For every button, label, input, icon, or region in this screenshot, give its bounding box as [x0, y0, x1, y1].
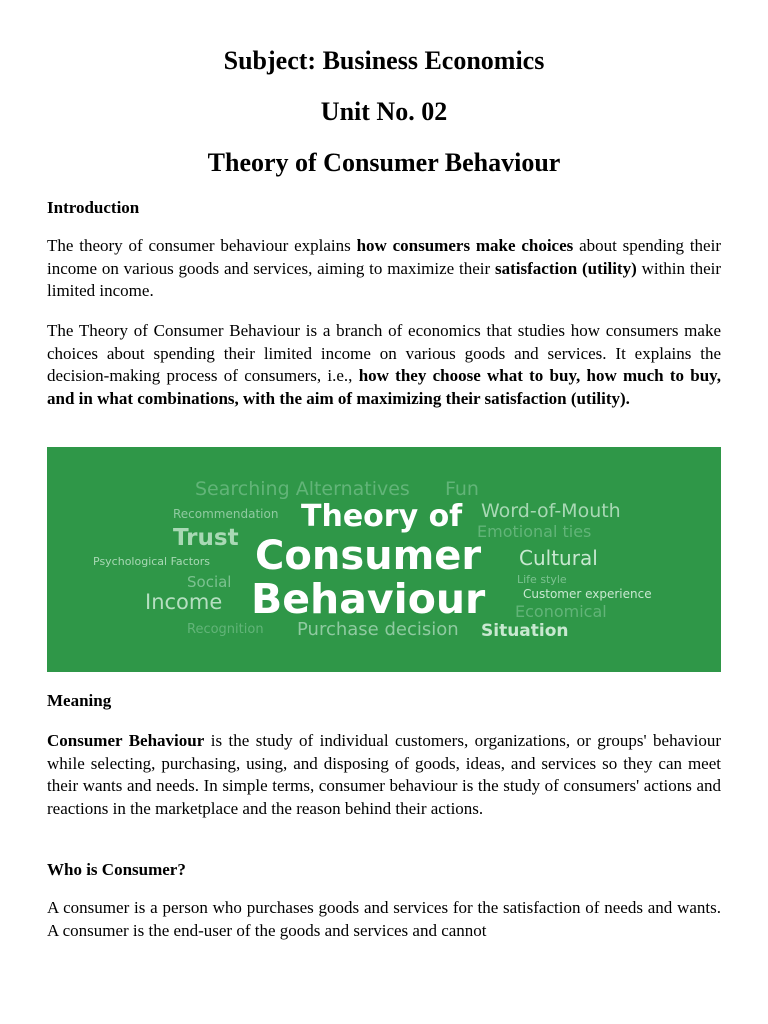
- bold-run: satisfaction (utility): [495, 258, 637, 278]
- introduction-paragraph-1: [47, 235, 721, 303]
- word-recommendation: Recommendation: [173, 507, 279, 521]
- word-situation: Situation: [481, 621, 569, 641]
- word-emotional-ties: Emotional ties: [477, 522, 592, 541]
- text-run: The Theory of Consumer Behaviour is a branch of economics that studies how consumers make choices about spending their limited income on various goods and services. It explains the decision-making process of consumers, i.e.,: [47, 321, 721, 385]
- who-is-consumer-heading: Who is Consumer?: [47, 860, 186, 879]
- consumer-behaviour-banner-image: [47, 447, 721, 672]
- bold-run: how they choose what to buy, how much to buy, and in what combinations, with the aim of maximizing their satisfaction (utility).: [47, 366, 721, 408]
- word-social: Social: [187, 573, 232, 591]
- consumer-paragraph: A consumer is a person who purchases goods and services for the satisfaction of needs and wants. A consumer is the end-user of the goods and services and cannot: [47, 898, 721, 940]
- text-run: The theory of consumer behaviour explains: [47, 236, 357, 255]
- word-income: Income: [145, 590, 223, 614]
- word-life-style: Life style: [517, 573, 567, 586]
- word-economical: Economical: [515, 602, 607, 621]
- word-trust: Trust: [173, 525, 239, 551]
- meaning-heading: Meaning: [47, 691, 112, 710]
- word-purchase-decision: Purchase decision: [297, 619, 459, 640]
- meaning-paragraph: [47, 730, 721, 820]
- text-run: is the study of individual customers, organizations, or groups' behaviour while selecting, purchasing, using, and disposing of goods, ideas, and services so they can meet their wants and needs. In simple terms, consumer behaviour is the study of consumers' actions and reactions in the marketplace and the reason behind their actions.: [47, 731, 721, 818]
- word-cloud-graphic: [47, 447, 721, 672]
- introduction-heading: Introduction: [47, 198, 140, 217]
- introduction-paragraph-2: [47, 320, 721, 410]
- text-run: within their limited income.: [47, 258, 721, 300]
- subject-title: Subject: Business Economics: [223, 46, 545, 75]
- text-run: about spending their income on various goods and services, aiming to maximize their: [47, 236, 721, 278]
- bold-run: how consumers make choices: [356, 236, 574, 255]
- banner-title-line-1: Theory of: [301, 499, 463, 534]
- chapter-title: Theory of Consumer Behaviour: [207, 148, 561, 177]
- banner-title-line-2: Consumer: [255, 533, 482, 579]
- word-customer-experience: Customer experience: [523, 587, 652, 601]
- word-searching: Searching Alternatives: [195, 478, 410, 500]
- word-fun: Fun: [445, 478, 479, 500]
- word-of-mouth: Word-of-Mouth: [481, 500, 621, 522]
- banner-title-line-3: Behaviour: [251, 575, 486, 623]
- unit-title: Unit No. 02: [320, 97, 448, 126]
- word-psychological: Psychological Factors: [93, 555, 210, 568]
- word-cultural: Cultural: [519, 546, 598, 570]
- bold-run: Consumer Behaviour: [47, 731, 205, 750]
- word-recognition: Recognition: [187, 622, 264, 637]
